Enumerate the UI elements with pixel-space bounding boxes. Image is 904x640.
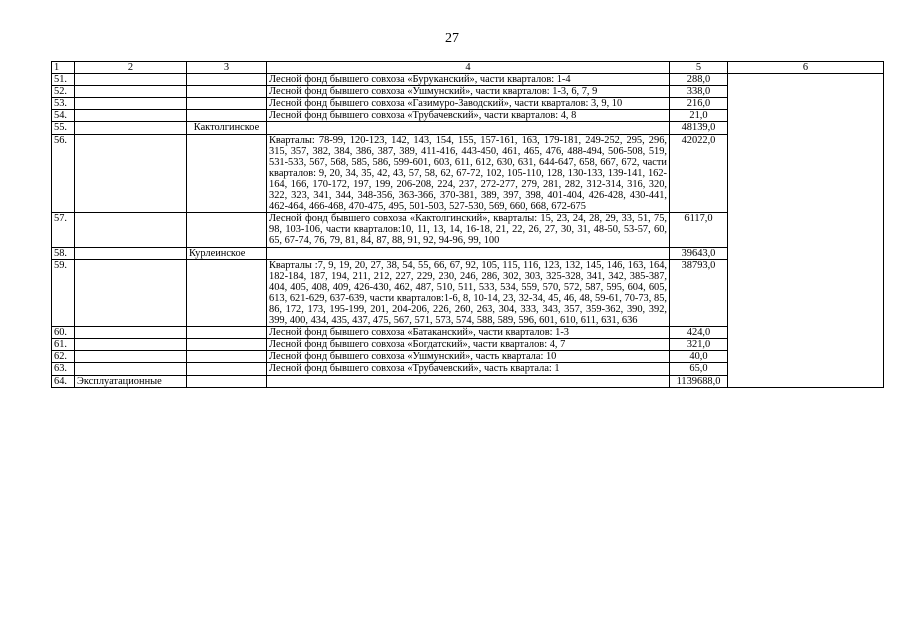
row-category	[75, 351, 187, 363]
row-category	[75, 98, 187, 110]
row-description: Кварталы: 78-99, 120-123, 142, 143, 154, 155, 157-161, 163, 179-181, 249-252, 295, 296, 315, 357, 382, 384, 386, 387, 389, 411-416, 443-450, 461, 465, 476, 488-494, 506-508, 519, 531-533, 567, 568, 585, 586, 599-601, 603, 611, 612, 630, 631, 644-647, 658, 667, 672, части кварталов: 9, 20, 34, 35, 42, 43, 57, 58, 62, 67-72, 102, 105-110, 128, 130-133, 139-141, 162-164, 166, 170-172, 197, 199, 206-208, 224, 237, 272-277, 279, 281, 282, 312-314, 316, 320, 322, 323, 341, 344, 348-356, 363-366, 370-381, 389, 397, 398, 401-404, 426-428, 430-441, 462-464, 466-468, 470-475, 495, 501-503, 527-530, 569, 660, 668, 672-675	[267, 134, 670, 213]
row-area: 1139688,0	[670, 375, 728, 387]
row-category	[75, 134, 187, 213]
row-category	[75, 339, 187, 351]
row-description: Лесной фонд бывшего совхоза «Газимуро-Заводский», части кварталов: 3, 9, 10	[267, 98, 670, 110]
row-category	[75, 247, 187, 259]
header-cell-5: 5	[670, 62, 728, 74]
row-forestry	[187, 74, 267, 86]
row-area: 216,0	[670, 98, 728, 110]
row-number: 55.	[52, 122, 75, 134]
row-category: Эксплуатационные	[75, 375, 187, 387]
row-area: 288,0	[670, 74, 728, 86]
row-number: 51.	[52, 74, 75, 86]
row-description	[267, 122, 670, 134]
row-forestry	[187, 375, 267, 387]
row-forestry	[187, 327, 267, 339]
row-forestry	[187, 363, 267, 375]
row-area: 38793,0	[670, 259, 728, 327]
header-cell-4: 4	[267, 62, 670, 74]
row-description: Лесной фонд бывшего совхоза «Ушмунский», часть квартала: 10	[267, 351, 670, 363]
row-area: 48139,0	[670, 122, 728, 134]
header-row	[52, 62, 884, 74]
row-description	[267, 375, 670, 387]
table-body	[52, 62, 884, 388]
row-category	[75, 213, 187, 247]
row-description: Лесной фонд бывшего совхоза «Ушмунский», части кварталов: 1-3, 6, 7, 9	[267, 86, 670, 98]
row-forestry	[187, 134, 267, 213]
row-category	[75, 327, 187, 339]
forest-fund-table	[51, 61, 884, 388]
row-number: 59.	[52, 259, 75, 327]
row-category	[75, 110, 187, 122]
row-category	[75, 363, 187, 375]
row-area: 321,0	[670, 339, 728, 351]
row-area: 42022,0	[670, 134, 728, 213]
row-forestry	[187, 213, 267, 247]
header-cell-6: 6	[728, 62, 884, 74]
row-number: 56.	[52, 134, 75, 213]
row-description: Кварталы :7, 9, 19, 20, 27, 38, 54, 55, 66, 67, 92, 105, 115, 116, 123, 132, 145, 146, 163, 164, 182-184, 187, 194, 211, 212, 227, 229, 230, 246, 286, 302, 303, 325-328, 341, 342, 385-387, 404, 405, 408, 409, 426-430, 462, 487, 510, 511, 533, 534, 559, 570, 572, 587, 595, 604, 605, 613, 621-629, 637-639, части кварталов:1-6, 8, 10-14, 23, 32-34, 45, 46, 48, 59-61, 70-73, 85, 86, 172, 173, 195-199, 201, 204-206, 226, 260, 263, 304, 333, 343, 357, 359-362, 390, 392, 399, 400, 434, 435, 437, 475, 567, 571, 573, 574, 588, 589, 596, 601, 610, 611, 631, 636	[267, 259, 670, 327]
row-forestry	[187, 339, 267, 351]
row-area: 65,0	[670, 363, 728, 375]
row-area: 6117,0	[670, 213, 728, 247]
row-description: Лесной фонд бывшего совхоза «Трубачевский», часть квартала: 1	[267, 363, 670, 375]
row-number: 61.	[52, 339, 75, 351]
row-number: 52.	[52, 86, 75, 98]
notes-column	[728, 74, 884, 388]
row-category	[75, 122, 187, 134]
table-row	[52, 74, 884, 86]
row-number: 60.	[52, 327, 75, 339]
row-forestry: Кактолгинское	[187, 122, 267, 134]
row-area: 40,0	[670, 351, 728, 363]
row-description: Лесной фонд бывшего совхоза «Кактолгинский», кварталы: 15, 23, 24, 28, 29, 33, 51, 75, 98, 103-106, части кварталов:10, 11, 13, 14, 16-18, 21, 22, 26, 27, 30, 31, 48-50, 53-57, 60, 65, 67-74, 76, 79, 81, 84, 87, 88, 91, 92, 94-96, 99, 100	[267, 213, 670, 247]
row-area: 338,0	[670, 86, 728, 98]
row-number: 62.	[52, 351, 75, 363]
page-number: 27	[445, 31, 459, 46]
row-area: 21,0	[670, 110, 728, 122]
row-number: 53.	[52, 98, 75, 110]
row-forestry: Курлеинское	[187, 247, 267, 259]
row-area: 39643,0	[670, 247, 728, 259]
row-forestry	[187, 98, 267, 110]
row-category	[75, 259, 187, 327]
row-category	[75, 86, 187, 98]
row-number: 64.	[52, 375, 75, 387]
row-forestry	[187, 110, 267, 122]
header-cell-1: 1	[52, 62, 75, 74]
row-area: 424,0	[670, 327, 728, 339]
row-number: 63.	[52, 363, 75, 375]
header-cell-3: 3	[187, 62, 267, 74]
row-description: Лесной фонд бывшего совхоза «Батаканский», части кварталов: 1-3	[267, 327, 670, 339]
row-number: 57.	[52, 213, 75, 247]
row-forestry	[187, 259, 267, 327]
row-description: Лесной фонд бывшего совхоза «Трубачевский», части кварталов: 4, 8	[267, 110, 670, 122]
row-description: Лесной фонд бывшего совхоза «Богдатский», части кварталов: 4, 7	[267, 339, 670, 351]
row-category	[75, 74, 187, 86]
row-description	[267, 247, 670, 259]
row-number: 54.	[52, 110, 75, 122]
row-number: 58.	[52, 247, 75, 259]
header-cell-2: 2	[75, 62, 187, 74]
row-description: Лесной фонд бывшего совхоза «Буруканский», части кварталов: 1-4	[267, 74, 670, 86]
row-forestry	[187, 351, 267, 363]
row-forestry	[187, 86, 267, 98]
